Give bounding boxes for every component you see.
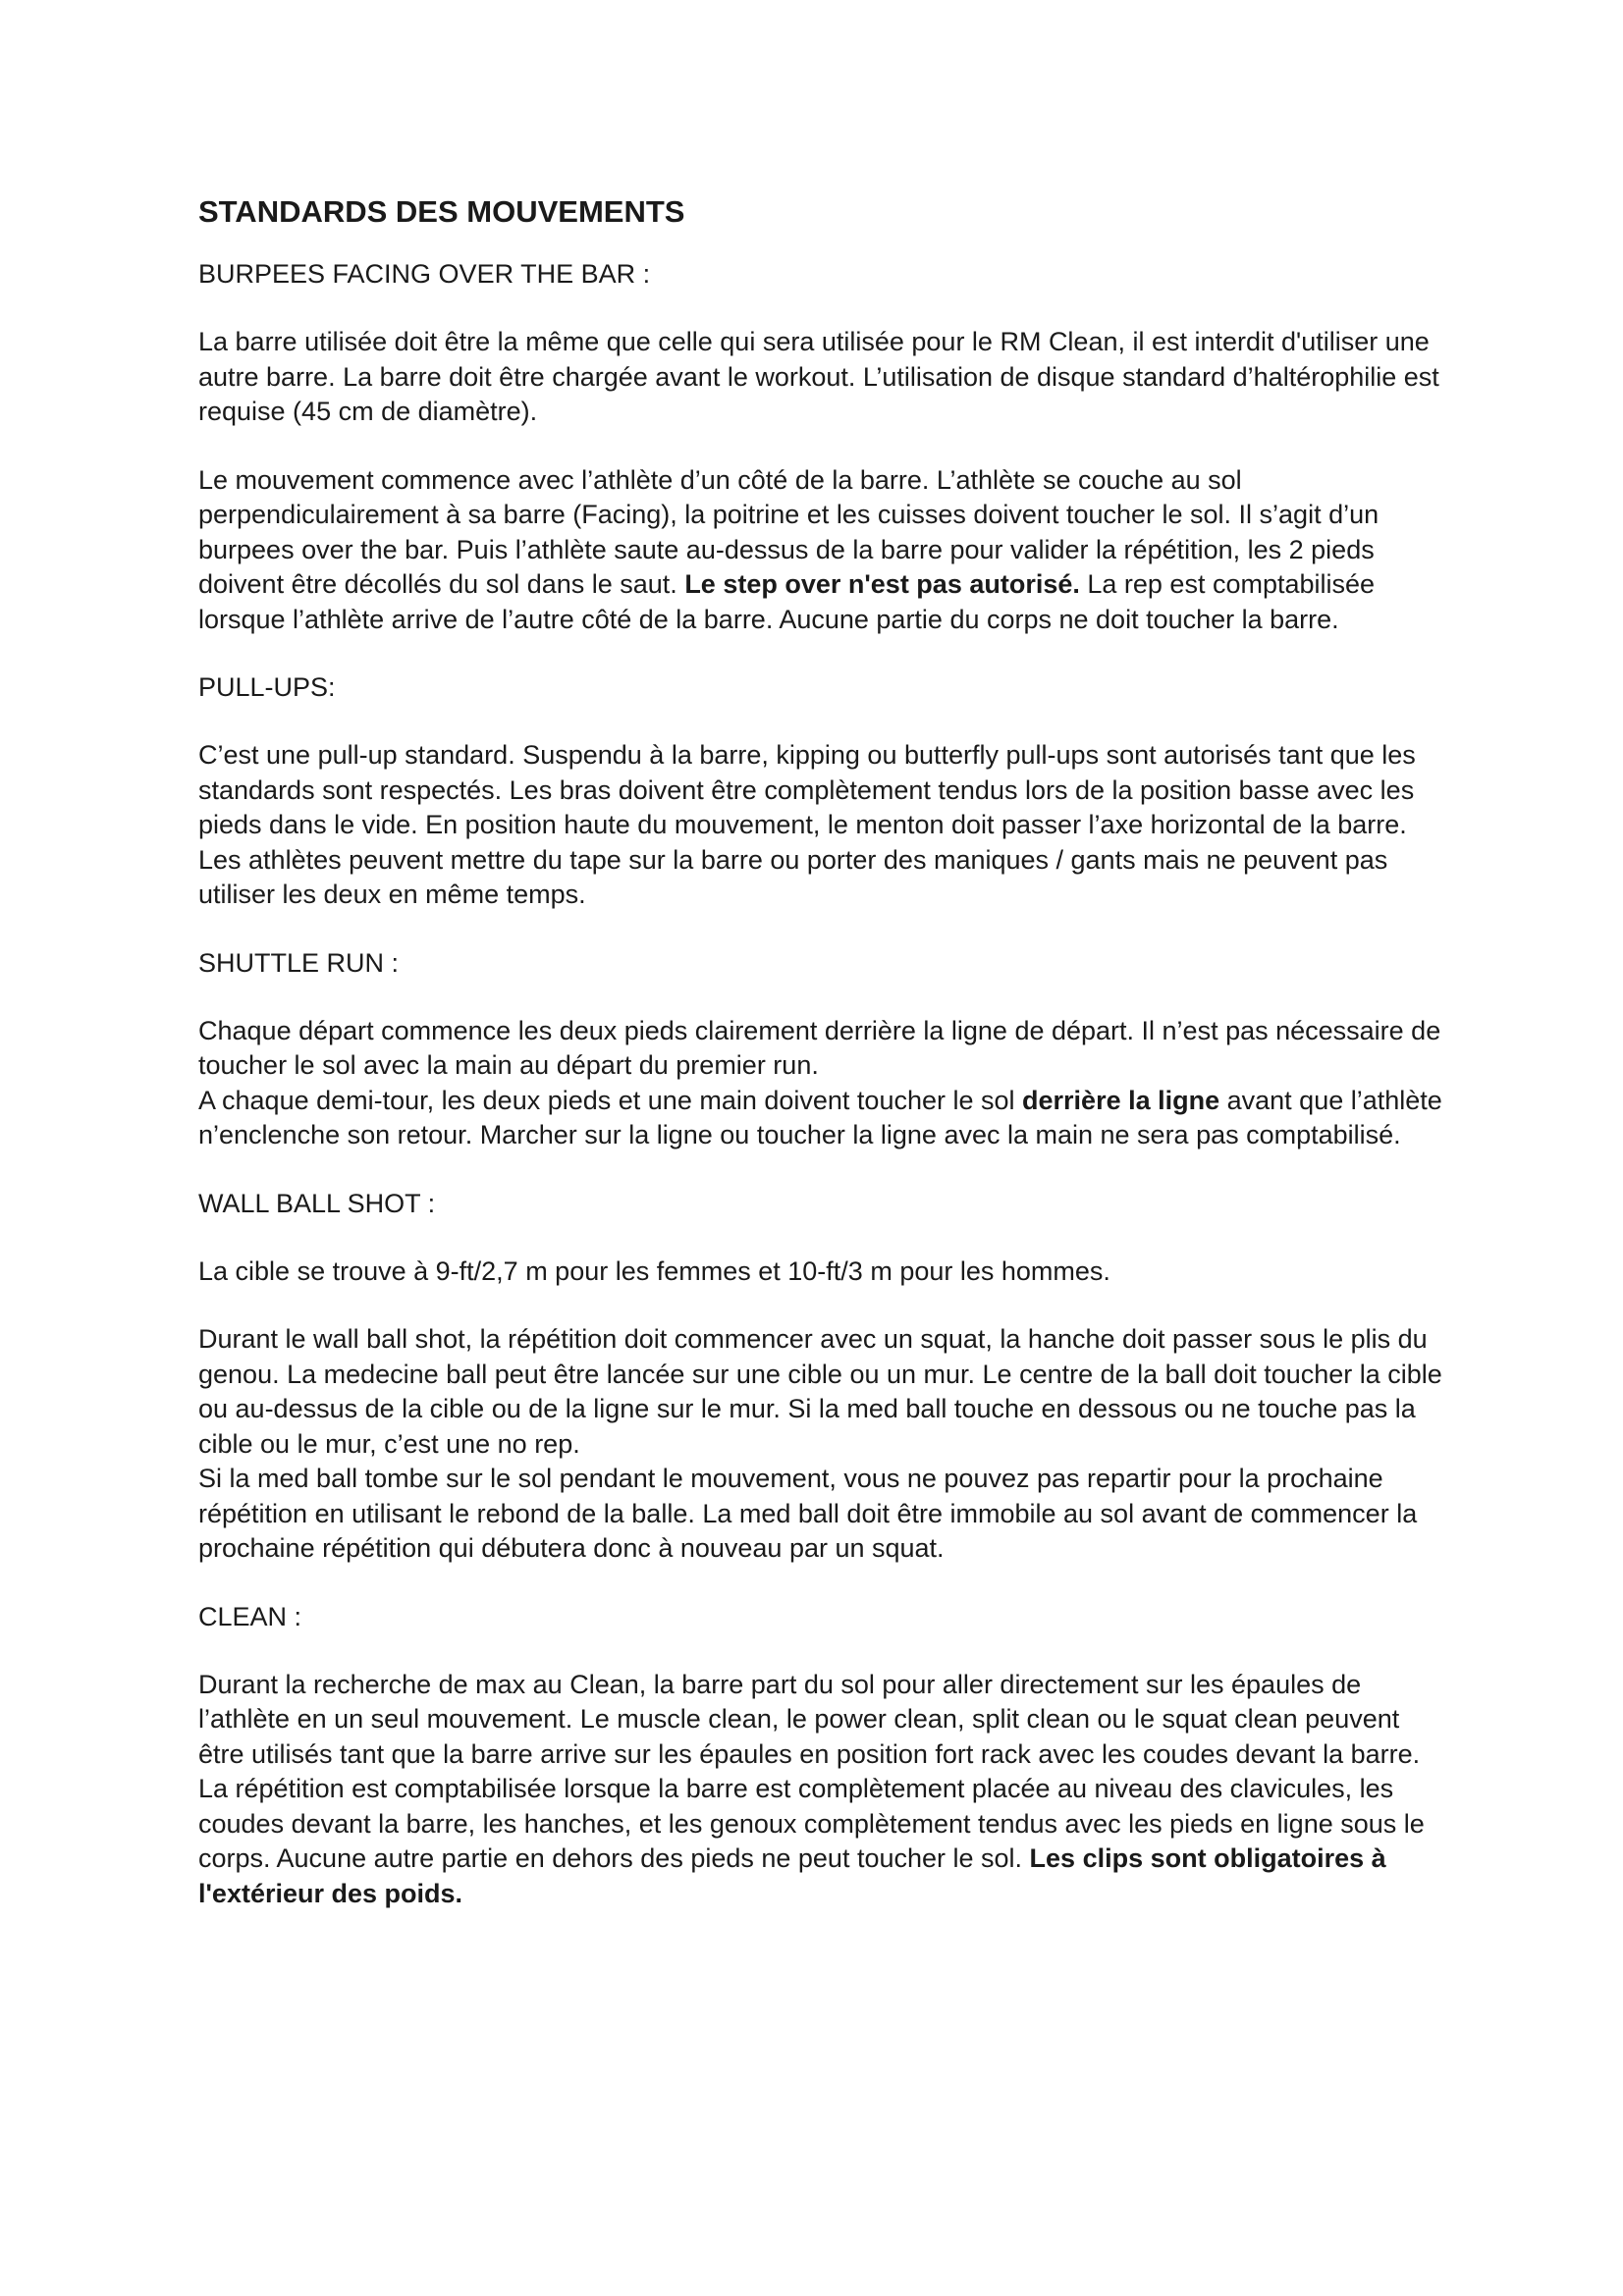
paragraph: La cible se trouve à 9-ft/2,7 m pour les femmes et 10-ft/3 m pour les hommes. [198, 1255, 1110, 1286]
section-heading: PULL-UPS: [198, 672, 336, 702]
section-heading: SHUTTLE RUN : [198, 947, 400, 978]
text-run: Le mouvement commence avec l’athlète d’un côté de la barre. L’athlète se couche au sol perpendiculairement à sa barre (Facing), la poitrine et les cuisses doivent toucher le sol. Il s’agit d’un burpees over the bar. Puis l’athlète saute au-dessus de la barre pour valider la répétition, les 2 pieds doivent être décollés du sol dans le saut. [198, 464, 1380, 599]
text-run: A chaque demi-tour, les deux pieds et une main doivent toucher le sol [198, 1085, 1023, 1115]
text-run: La rep est comptabilisée lorsque l’athlète arrive de l’autre côté de la barre. Aucune partie du corps ne doit toucher la barre. [198, 569, 1376, 634]
text-run: Durant la recherche de max au Clean, la barre part du sol pour aller directement sur les épaules de l’athlète en un seul mouvement. Le muscle clean, le power clean, split clean ou le squat clean peuvent être utilisés tant que la barre arrive sur les épaules en position fort rack avec les coudes devant la barre. La répétition est comptabilisée lorsque la barre est complètement placée au niveau des clavicules, les coudes devant la barre, les hanches, et les genoux complètement tendus avec les pieds en ligne sous le corps. Aucune autre partie en dehors des pieds ne peut toucher le sol. [198, 1669, 1425, 1873]
bold-text-run: derrière la ligne [1022, 1085, 1220, 1115]
paragraph: La barre utilisée doit être la même que celle qui sera utilisée pour le RM Clean, il est interdit d'utiliser une autre barre. La barre doit être chargée avant le workout. L’utilisation de disque standard d’haltérophilie est requise (45 cm de diamètre). [198, 327, 1439, 426]
paragraph: C’est une pull-up standard. Suspendu à la barre, kipping ou butterfly pull-ups sont autorisés tant que les standards sont respectés. Les bras doivent être complètement tendus lors de la position basse avec les pieds dans le vide. En position haute du mouvement, le menton doit passer l’axe horizontal de la barre. Les athlètes peuvent mettre du tape sur la barre ou porter des maniques / gants mais ne peuvent pas utiliser les deux en même temps. [198, 740, 1416, 909]
section-wall-ball-shot [198, 1187, 1445, 1567]
section-clean [198, 1600, 1445, 1912]
paragraph [198, 463, 1445, 638]
paragraph [198, 1322, 1445, 1567]
text-run: avant que l’athlète n’enclenche son retour. Marcher sur la ligne ou toucher la ligne avec la main ne sera pas comptabilisé. [198, 1085, 1442, 1149]
text-line [198, 1084, 1445, 1153]
bold-text-run: Le step over n'est pas autorisé. [684, 569, 1080, 599]
paragraph [198, 1014, 1445, 1153]
document-page [198, 192, 1445, 1945]
section-pull-ups [198, 670, 1445, 913]
section-shuttle-run [198, 946, 1445, 1153]
paragraph [198, 1668, 1445, 1912]
text-line: Si la med ball tombe sur le sol pendant le mouvement, vous ne pouvez pas repartir pour la prochaine répétition en utilisant le rebond de la balle. La med ball doit être immobile au sol avant de commencer la prochaine répétition qui débutera donc à nouveau par un squat. [198, 1464, 1418, 1563]
section-heading: BURPEES FACING OVER THE BAR : [198, 259, 651, 289]
section-heading: WALL BALL SHOT : [198, 1188, 436, 1218]
document-title: STANDARDS DES MOUVEMENTS [198, 194, 685, 229]
text-line: Durant le wall ball shot, la répétition doit commencer avec un squat, la hanche doit passer sous le plis du genou. La medecine ball peut être lancée sur une cible ou un mur. Le centre de la ball doit toucher la cible ou au-dessus de la cible ou de la ligne sur le mur. Si la med ball touche en dessous ou ne touche pas la cible ou le mur, c’est une no rep. [198, 1324, 1442, 1459]
section-burpees [198, 257, 1445, 637]
section-heading: CLEAN : [198, 1601, 302, 1631]
bold-text-run: Les clips sont obligatoires à l'extérieur des poids. [198, 1843, 1386, 1908]
text-line: Chaque départ commence les deux pieds clairement derrière la ligne de départ. Il n’est pas nécessaire de toucher le sol avec la main au départ du premier run. [198, 1015, 1441, 1080]
